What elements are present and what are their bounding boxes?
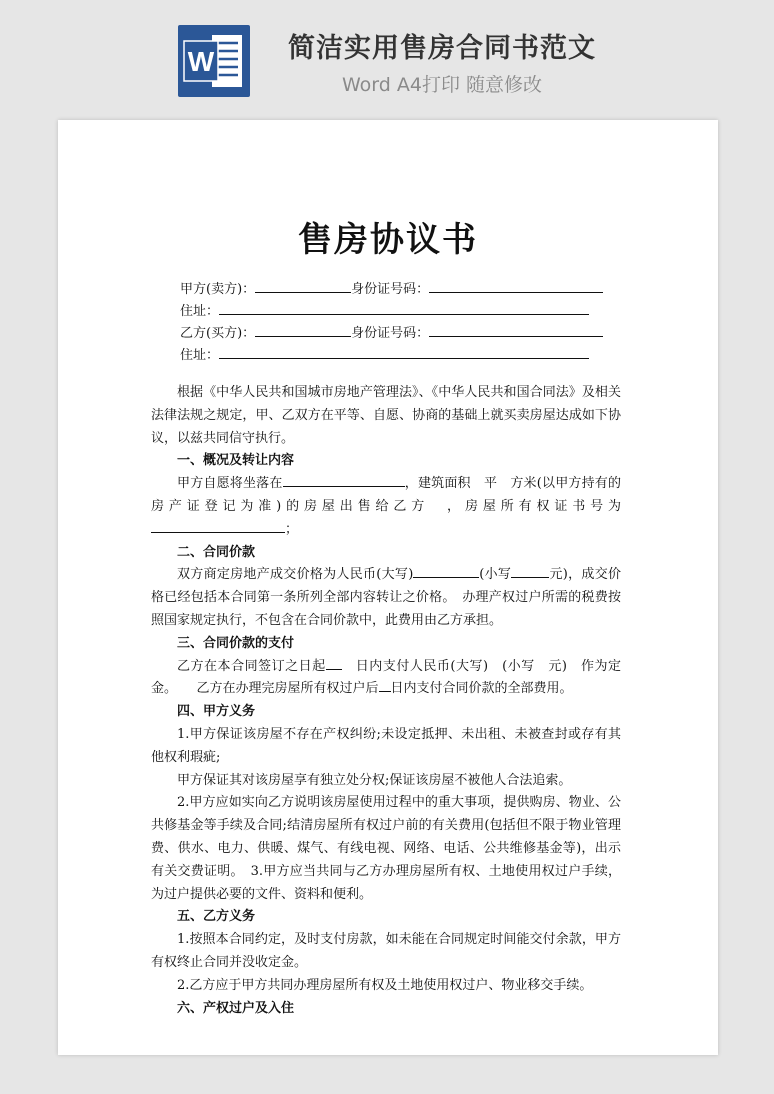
party-a-row — [180, 278, 603, 297]
party-a-label: 甲方(卖方)： — [180, 282, 256, 297]
section-4-item-1b: 甲方保证其对该房屋享有独立处分权;保证该房屋不被他人合法追索。 — [177, 772, 572, 788]
final-days-blank — [379, 679, 391, 692]
section-3-paragraph — [151, 656, 621, 702]
section-1-paragraph — [151, 473, 621, 541]
party-b-blank — [255, 324, 351, 337]
party-a-address-label: 住址： — [180, 304, 220, 319]
s2-text-a: 双方商定房地产成交价格为人民币(大写) — [177, 567, 414, 583]
party-a-id-blank — [429, 280, 603, 293]
document-page — [58, 120, 718, 1055]
document-title: 售房协议书 — [298, 220, 478, 260]
party-b-id-blank — [429, 324, 603, 337]
s3-text-b: 日内支付人民币(大写) (小写 元) 作为定金。 乙方在办理完房屋所有权过户后 — [151, 658, 621, 697]
party-b-label: 乙方(买方)： — [180, 326, 256, 341]
header-banner — [0, 0, 774, 118]
section-5-item-2: 2.乙方应于甲方共同办理房屋所有权及土地使用权过户、物业移交手续。 — [177, 977, 593, 993]
price-uppercase-blank — [413, 565, 479, 578]
s2-text-b: (小写 — [479, 567, 512, 583]
section-4-item-2: 2.甲方应如实向乙方说明该房屋使用过程中的重大事项，提供购房、物业、公共修基金等手续及合同;结清房屋所有权过户前的有关费用(包括但不限于物业管理费、供水、电力、供暖、煤气、有线电视、网络、电话、公共维修基金等)，出示有关交费证明。 3.甲方应当共同与乙方办理房屋所有权、土地使用权过户手续，为过户提供必要的文件、资料和便利。 — [151, 795, 621, 902]
s1-text-a: 甲方自愿将坐落在 — [177, 476, 283, 492]
price-lowercase-blank — [511, 565, 549, 578]
document-body — [151, 382, 621, 1020]
section-4-heading: 四、甲方义务 — [177, 704, 256, 720]
section-3-heading: 三、合同价款的支付 — [177, 635, 295, 651]
section-5-item-1: 1.按照本合同约定，及时支付房款，如未能在合同规定时间能交付余款，甲方有权终止合同并没收定金。 — [151, 932, 621, 970]
s3-text-c: 日内支付合同价款的全部费用。 — [390, 681, 573, 697]
location-blank — [283, 474, 405, 487]
word-icon-letter: W — [187, 46, 215, 77]
party-b-address-label: 住址： — [180, 348, 220, 363]
section-1-heading: 一、概况及转让内容 — [177, 453, 295, 469]
party-b-address-blank — [219, 346, 589, 359]
s2-text-c: 元)，成交价格已经包括本合同第一条所列全部内容转让之价格。 办理产权过户所需的税费按照国家规定执行，不包含在合同价款中，此费用由乙方承担。 — [151, 567, 621, 628]
party-a-address-blank — [219, 302, 589, 315]
section-2-paragraph — [151, 564, 621, 632]
party-a-id-label: 身份证号码： — [351, 282, 430, 297]
s3-text-a: 乙方在本合同签订之日起 — [177, 658, 326, 674]
party-a-blank — [255, 280, 351, 293]
section-5-heading: 五、乙方义务 — [177, 909, 256, 925]
party-b-id-label: 身份证号码： — [351, 326, 430, 341]
banner-title: 简洁实用售房合同书范文 — [288, 33, 596, 64]
section-4-item-1: 1.甲方保证该房屋不存在产权纠纷;未设定抵押、未出租、未被查封或存有其他权利瑕疵; — [151, 726, 621, 765]
party-a-address-row — [180, 300, 589, 319]
intro-paragraph: 根据《中华人民共和国城市房地产管理法》、《中华人民共和国合同法》及相关法律法规之规定，甲、乙双方在平等、自愿、协商的基础上就买卖房屋达成如下协议，以兹共同信守执行。 — [151, 385, 621, 446]
party-b-address-row — [180, 344, 589, 363]
party-b-row — [180, 322, 603, 341]
section-6-heading: 六、产权过户及入住 — [177, 1000, 295, 1016]
certificate-blank — [151, 520, 285, 533]
deposit-days-blank — [326, 657, 342, 670]
s1-text-c: ； — [285, 521, 299, 537]
section-2-heading: 二、合同价款 — [177, 544, 256, 560]
word-icon — [178, 25, 250, 97]
banner-subtitle: Word A4打印 随意修改 — [341, 74, 542, 96]
s1-text-b: ，建筑面积 平 方米(以甲方持有的房产证登记为准)的房屋出售给乙方 ，房屋所有权证书号为 — [151, 476, 621, 514]
